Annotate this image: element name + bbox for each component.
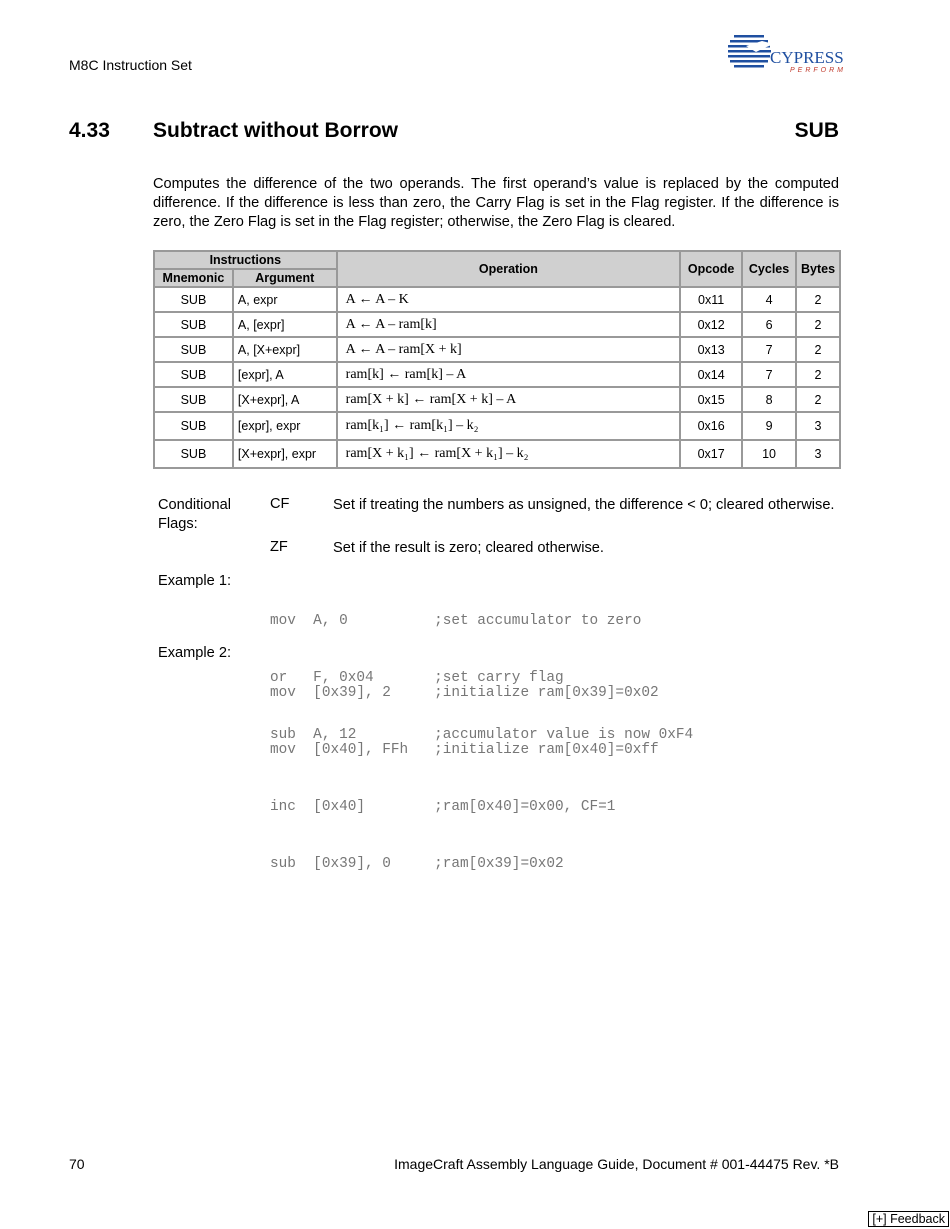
- section-number: 4.33: [69, 119, 110, 142]
- flag-zf-name: ZF: [270, 539, 288, 555]
- cell-argument: A, [expr]: [233, 312, 337, 337]
- cell-argument: A, expr: [233, 287, 337, 312]
- header-cycles: Cycles: [742, 251, 796, 287]
- code-line: or F, 0x04 ;set carry flag: [270, 670, 564, 686]
- section-title: Subtract without Borrow: [153, 119, 398, 142]
- cell-operation: ram[k] ← ram[k] – A: [337, 362, 680, 387]
- feedback-link[interactable]: [+] Feedback: [868, 1211, 949, 1227]
- cell-argument: [expr], A: [233, 362, 337, 387]
- header-operation: Operation: [337, 251, 680, 287]
- code-line: sub [0x39], 0 ;ram[0x39]=0x02: [270, 856, 564, 872]
- cell-opcode: 0x13: [680, 337, 742, 362]
- code-line: sub A, 12 ;accumulator value is now 0xF4: [270, 727, 694, 743]
- cell-mnemonic: SUB: [154, 440, 233, 468]
- cell-bytes: 2: [796, 312, 840, 337]
- code-line: mov A, 0 ;set accumulator to zero: [270, 613, 642, 629]
- cell-argument: [X+expr], A: [233, 387, 337, 412]
- cell-cycles: 7: [742, 362, 796, 387]
- cell-cycles: 9: [742, 412, 796, 440]
- instruction-table: [153, 250, 841, 469]
- flags-label-line2: Flags:: [158, 516, 198, 532]
- flag-zf-text: Set if the result is zero; cleared otherwise.: [333, 540, 604, 556]
- cell-operation: ram[X + k] ← ram[X + k] – A: [337, 387, 680, 412]
- cypress-logo: [728, 32, 846, 78]
- code-line: inc [0x40] ;ram[0x40]=0x00, CF=1: [270, 799, 616, 815]
- flag-cf-name: CF: [270, 496, 290, 512]
- cell-cycles: 10: [742, 440, 796, 468]
- header-instructions: Instructions: [154, 251, 337, 269]
- cell-bytes: 2: [796, 387, 840, 412]
- table-row: [154, 362, 840, 387]
- table-row: [154, 387, 840, 412]
- example-2-label: Example 2:: [158, 645, 232, 661]
- cell-operation: A ← A – ram[k]: [337, 312, 680, 337]
- table-row: [154, 440, 840, 468]
- cell-mnemonic: SUB: [154, 387, 233, 412]
- flags-label-line1: Conditional: [158, 497, 232, 513]
- globe-logo-icon: [728, 32, 774, 72]
- table-row: [154, 412, 840, 440]
- cell-bytes: 3: [796, 440, 840, 468]
- header-argument: Argument: [233, 269, 337, 287]
- cell-operation: ram[X + k₁] ← ram[X + k₁] – k₂: [337, 440, 680, 468]
- cell-mnemonic: SUB: [154, 287, 233, 312]
- header-title: M8C Instruction Set: [69, 57, 192, 73]
- cell-opcode: 0x17: [680, 440, 742, 468]
- cell-operation: ram[k₁] ← ram[k₁] – k₂: [337, 412, 680, 440]
- cell-cycles: 7: [742, 337, 796, 362]
- cell-mnemonic: SUB: [154, 312, 233, 337]
- code-line: mov [0x39], 2 ;initialize ram[0x39]=0x02: [270, 685, 659, 701]
- cell-mnemonic: SUB: [154, 362, 233, 387]
- cell-operation: A ← A – ram[X + k]: [337, 337, 680, 362]
- example-1-label: Example 1:: [158, 573, 232, 589]
- cell-bytes: 2: [796, 362, 840, 387]
- cell-opcode: 0x15: [680, 387, 742, 412]
- logo-brand: CYPRESS: [770, 48, 844, 67]
- footer-document: ImageCraft Assembly Language Guide, Document # 001-44475 Rev. *B: [394, 1156, 839, 1172]
- cell-argument: A, [X+expr]: [233, 337, 337, 362]
- cell-bytes: 2: [796, 287, 840, 312]
- table-row: [154, 337, 840, 362]
- cell-mnemonic: SUB: [154, 337, 233, 362]
- table-row: [154, 312, 840, 337]
- cell-operation: A ← A – K: [337, 287, 680, 312]
- section-mnemonic: SUB: [794, 119, 839, 142]
- cell-argument: [X+expr], expr: [233, 440, 337, 468]
- table-row: [154, 287, 840, 312]
- cell-mnemonic: SUB: [154, 412, 233, 440]
- header-bytes: Bytes: [796, 251, 840, 287]
- logo-tagline: PERFORM: [790, 67, 846, 74]
- flag-cf-text: Set if treating the numbers as unsigned, the difference < 0; cleared otherwise.: [333, 497, 835, 513]
- flags-label: [158, 496, 231, 534]
- cell-bytes: 3: [796, 412, 840, 440]
- cell-opcode: 0x14: [680, 362, 742, 387]
- example-2-code: [270, 646, 659, 893]
- cell-cycles: 4: [742, 287, 796, 312]
- section-description: Computes the difference of the two operands. The first operand’s value is replaced by the computed difference. If the difference is less than zero, the Carry Flag is set in the Flag register. If the difference is zero, the Zero Flag is set in the Flag register; otherwise, the Zero Flag is cleared.: [153, 176, 839, 230]
- cell-opcode: 0x16: [680, 412, 742, 440]
- header-opcode: Opcode: [680, 251, 742, 287]
- cell-opcode: 0x12: [680, 312, 742, 337]
- cell-opcode: 0x11: [680, 287, 742, 312]
- code-line: mov [0x40], FFh ;initialize ram[0x40]=0xff: [270, 742, 659, 758]
- cell-cycles: 6: [742, 312, 796, 337]
- cell-bytes: 2: [796, 337, 840, 362]
- cell-argument: [expr], expr: [233, 412, 337, 440]
- header-mnemonic: Mnemonic: [154, 269, 233, 287]
- cell-cycles: 8: [742, 387, 796, 412]
- page-number: 70: [69, 1156, 85, 1172]
